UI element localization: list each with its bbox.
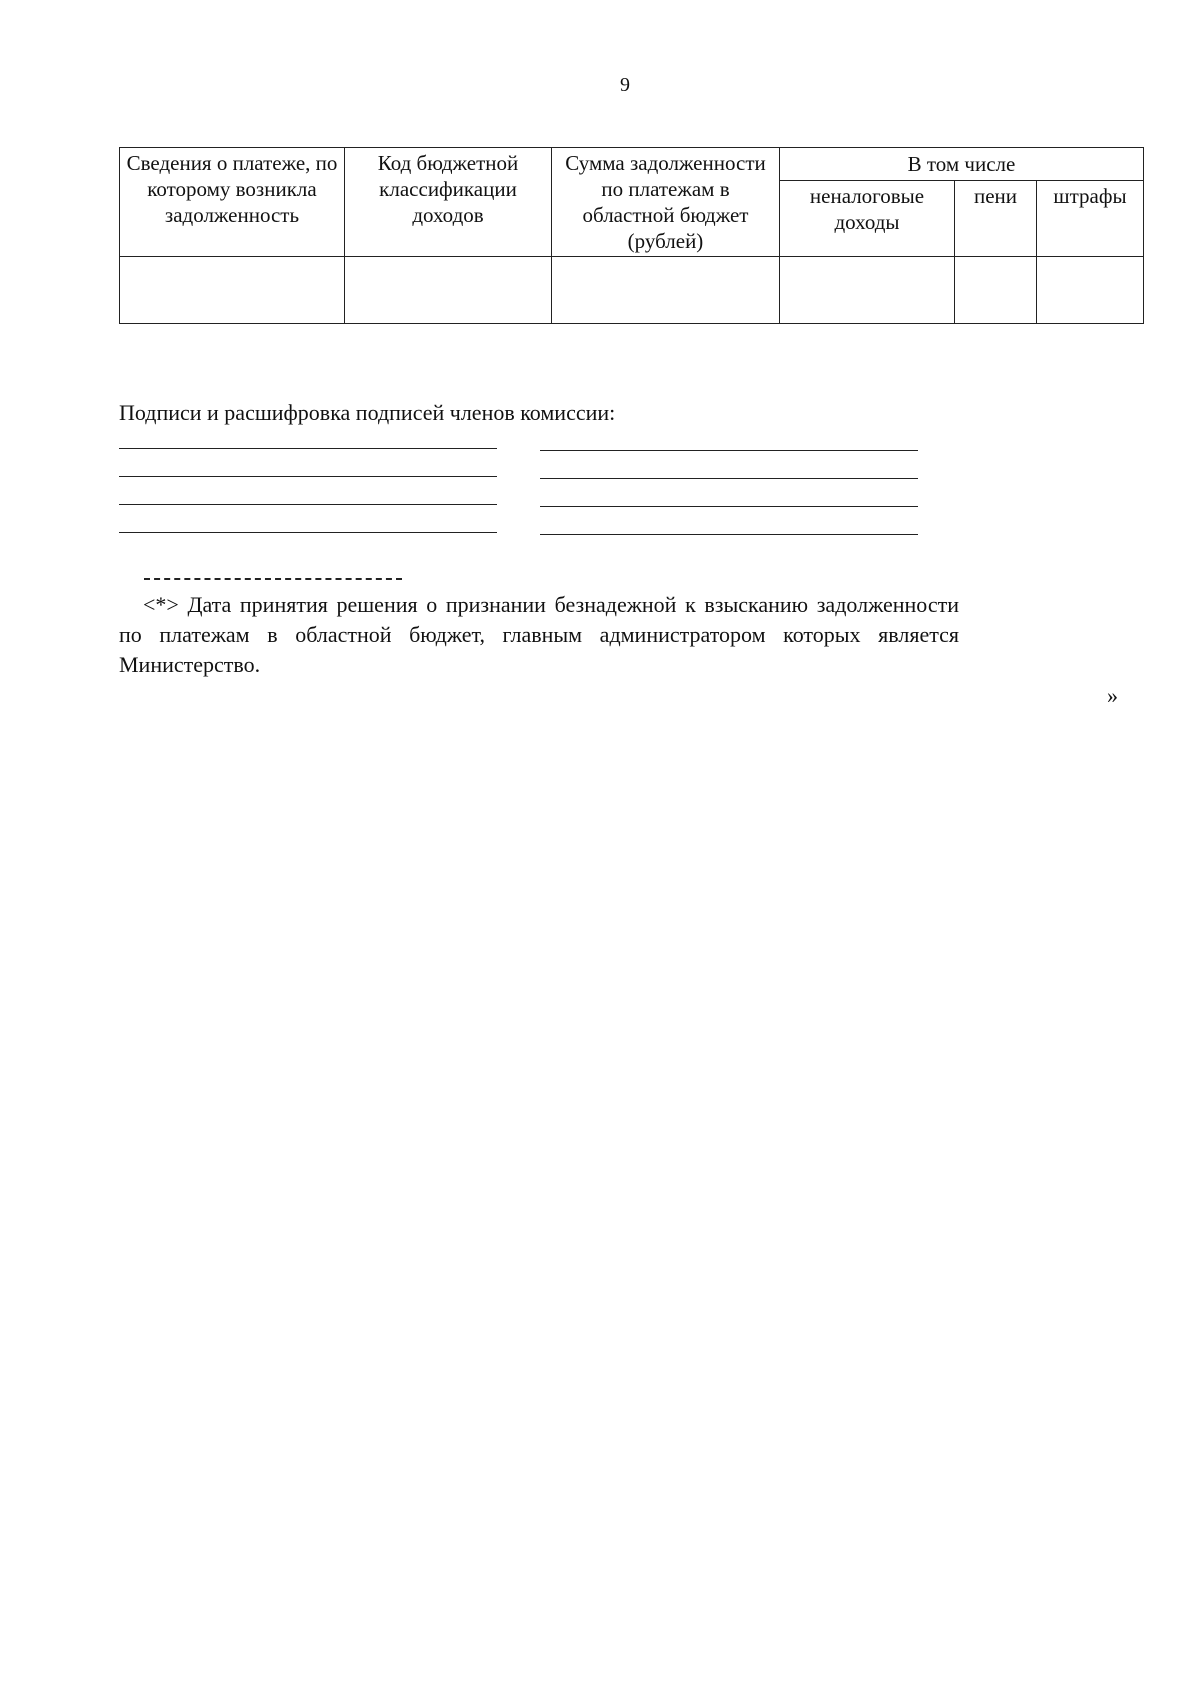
table-cell-budget-code[interactable] [345, 257, 552, 324]
footnote-divider [144, 578, 402, 580]
signature-line[interactable] [119, 448, 497, 449]
header-debt-amount: Сумма задолженности по платежам в областной бюджет (рублей) [552, 148, 780, 257]
header-payment-info: Сведения о платеже, по которому возникла задолженность [120, 148, 345, 257]
signature-line[interactable] [119, 504, 497, 505]
header-nontax-income: неналоговые доходы [780, 181, 955, 257]
table-cell-penalties[interactable] [955, 257, 1037, 324]
header-budget-code: Код бюджетной классификации доходов [345, 148, 552, 257]
signature-line[interactable] [540, 534, 918, 535]
debt-table [119, 147, 1144, 324]
signature-line[interactable] [540, 506, 918, 507]
signature-line[interactable] [119, 476, 497, 477]
header-including-group: В том числе [780, 148, 1144, 181]
header-penalties: пени [955, 181, 1037, 257]
table-cell-payment-info[interactable] [120, 257, 345, 324]
table-cell-debt-amount[interactable] [552, 257, 780, 324]
signatures-title: Подписи и расшифровка подписей членов комиссии: [119, 400, 616, 425]
table-cell-fines[interactable] [1037, 257, 1144, 324]
page-number: 9 [620, 74, 630, 96]
table-row [120, 257, 1144, 324]
header-fines: штрафы [1037, 181, 1144, 257]
signature-line[interactable] [540, 450, 918, 451]
signature-line[interactable] [540, 478, 918, 479]
signature-line[interactable] [119, 532, 497, 533]
closing-quote-mark: » [1107, 683, 1118, 708]
table-cell-nontax-income[interactable] [780, 257, 955, 324]
footnote-text: <*> Дата принятия решения о признании безнадежной к взысканию задолженности по платежам в областной бюджет, главным администратором которых является Министерство. [119, 592, 959, 677]
